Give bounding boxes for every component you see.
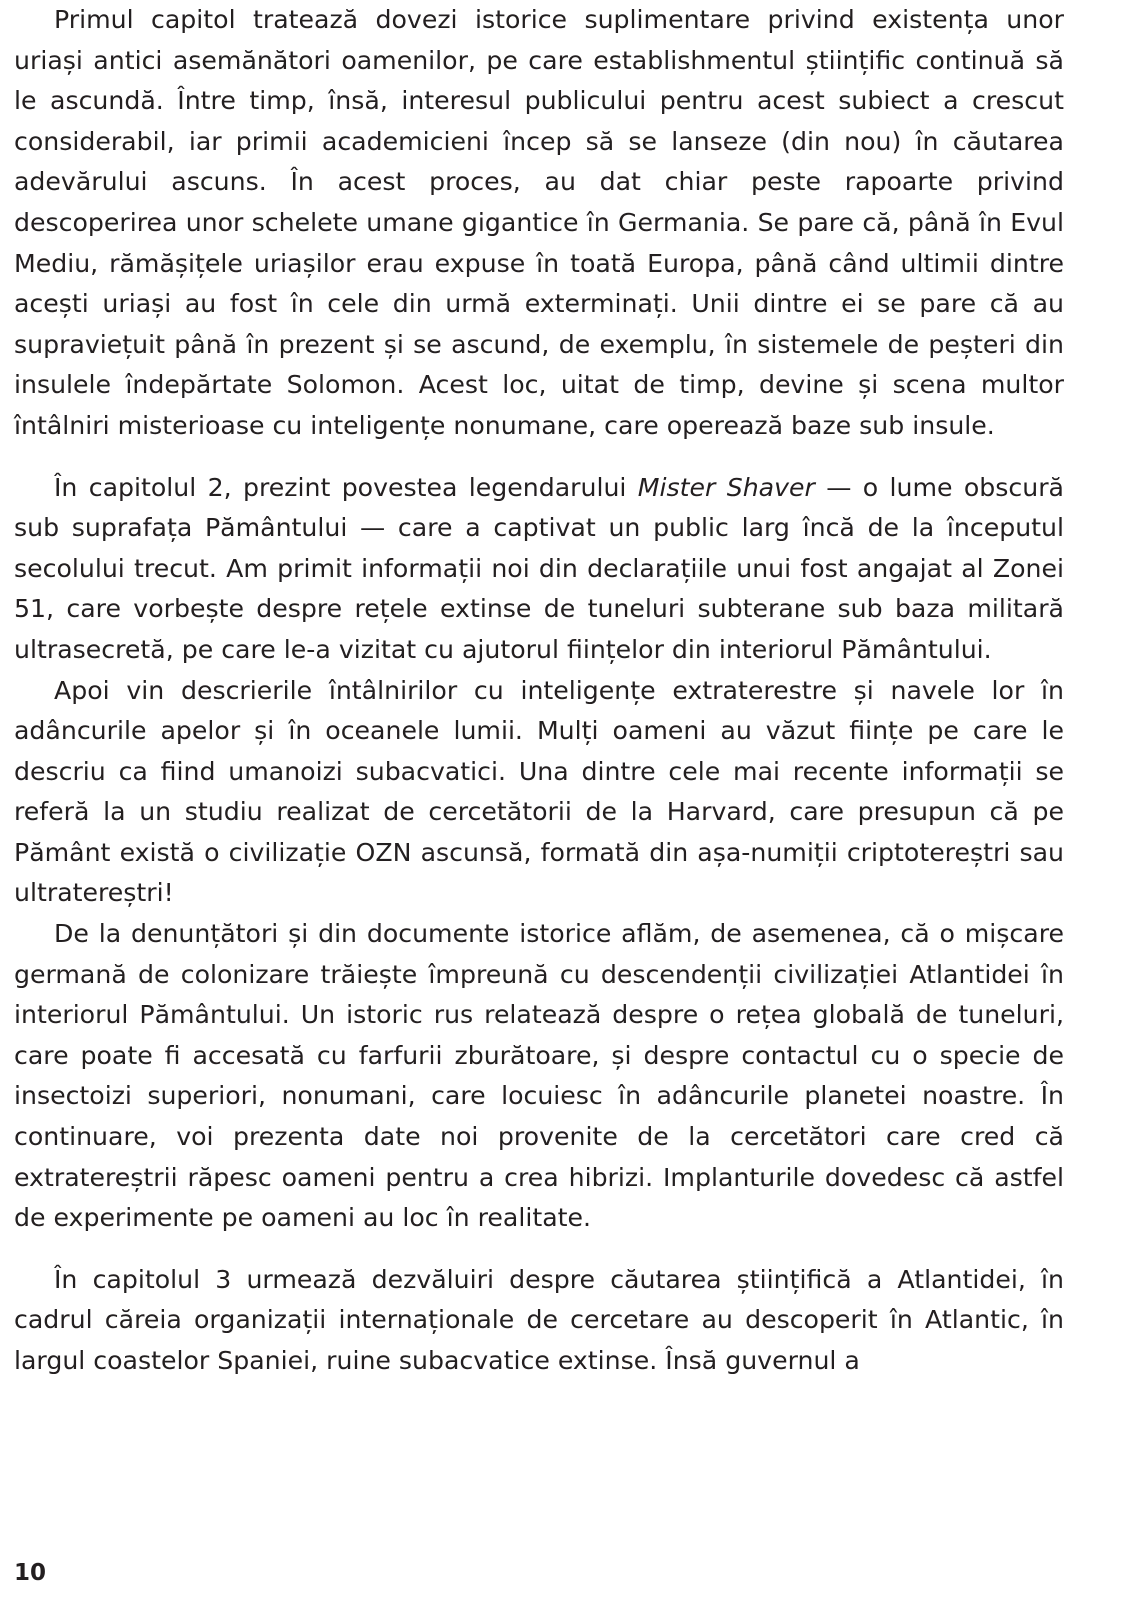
page-number: 10 <box>14 1560 47 1586</box>
paragraph-chapter-1-summary: Primul capitol tratează dovezi istorice suplimentare privind existența unor uriași antici asemănători oamenilor, pe care establishmentul științific continuă să le ascundă. Între timp, însă, interesul publicului pentru acest subiect a crescut considerabil, iar primii academicieni încep să se lanseze (din nou) în căutarea adevărului ascuns. În acest proces, au dat chiar peste rapoarte privind descoperirea unor schelete umane gigantice în Germania. Se pare că, până în Evul Mediu, rămășițele uriașilor erau expuse în toată Europa, până când ultimii dintre acești uriași au fost în cele din urmă exterminați. Unii dintre ei se pare că au supraviețuit până în prezent și se ascund, de exemplu, în sistemele de peșteri din insulele îndepărtate Solomon. Acest loc, uitat de timp, devine și scena multor întâlniri misterioase cu inteligențe nonumane, care operează baze sub insule. <box>14 5 1064 440</box>
mister-shaver-title: Mister Shaver <box>637 472 815 502</box>
paragraph-chapter-2-intro <box>14 468 1064 671</box>
book-page <box>14 0 1064 1600</box>
paragraph-inner-earth-civilizations: De la denunțători și din documente istorice aflăm, de asemenea, că o mișcare germană de colonizare trăiește împreună cu descendenții civilizației Atlantidei în interiorul Pământului. Un istoric rus relatează despre o rețea globală de tuneluri, care poate fi accesată cu farfurii zburătoare, și despre contactul cu o specie de insectoizi superiori, nonumani, care locuiesc în adâncurile planetei noastre. În continuare, voi prezenta date noi provenite de la cercetători care cred că extratereștrii răpesc oameni pentru a crea hibrizi. Implanturile dovedesc că astfel de experimente pe oameni au loc în realitate. <box>14 919 1064 1233</box>
paragraph-chapter-2-text-end: — o lume obscură sub suprafața Pământului — care a captivat un public larg încă de la începutul secolului trecut. Am primit informații noi din declarațiile unui fost angajat al Zonei 51, care vorbește despre rețele extinse de tuneluri subterane sub baza militară ultrasecretă, pe care le-a vizitat cu ajutorul ființelor din interiorul Pământului. <box>14 472 1064 664</box>
body-text <box>14 0 1064 1382</box>
paragraph-underwater-encounters: Apoi vin descrierile întâlnirilor cu inteligențe extraterestre și navele lor în adâncurile apelor și în oceanele lumii. Mulți oameni au văzut ființe pe care le descriu ca fiind umanoizi subacvatici. Una dintre cele mai recente informații se referă la un studiu realizat de cercetătorii de la Harvard, care presupun că pe Pământ există o civilizație OZN ascunsă, formată din așa-numiții criptotereștri sau ultratereștri! <box>14 675 1064 908</box>
paragraph-chapter-2-text-start: În capitolul 2, prezint povestea legendarului <box>54 472 638 502</box>
paragraph-chapter-3-intro: În capitolul 3 urmează dezvăluiri despre căutarea științifică a Atlantidei, în cadrul căreia organizații internaționale de cercetare au descoperit în Atlantic, în largul coastelor Spaniei, ruine subacvatice extinse. Însă guvernul a <box>14 1264 1064 1375</box>
